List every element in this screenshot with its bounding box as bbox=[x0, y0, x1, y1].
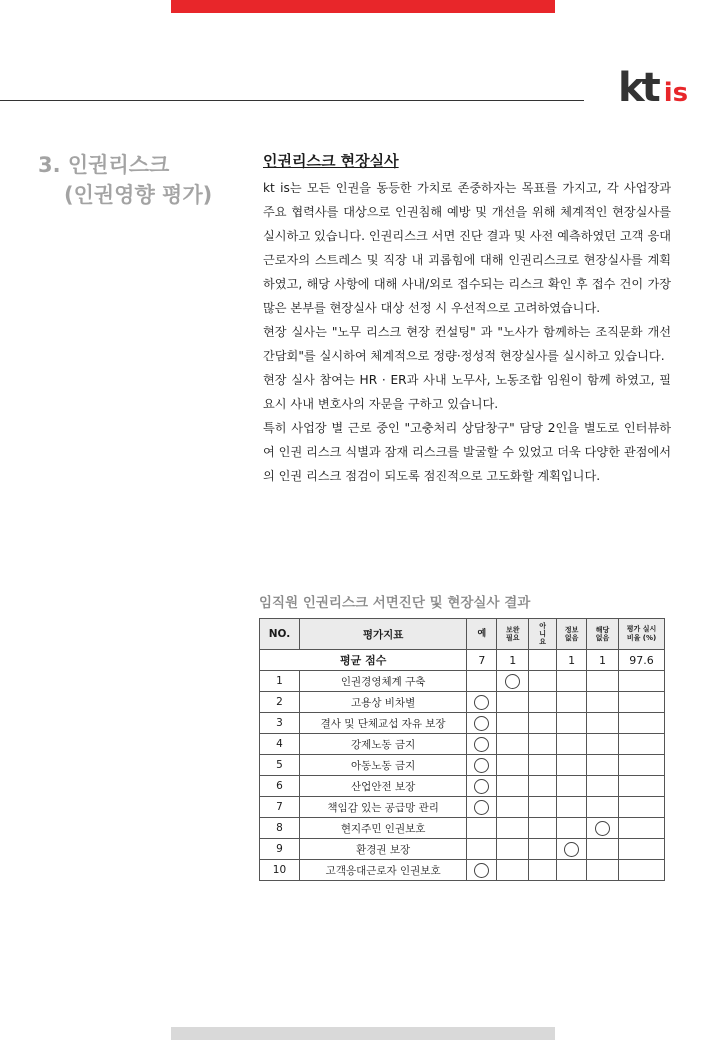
top-accent-bar bbox=[171, 0, 555, 13]
row-no: 4 bbox=[260, 734, 300, 755]
row-cell-no-ans bbox=[529, 776, 557, 797]
row-cell-rate bbox=[619, 755, 665, 776]
row-cell-yes bbox=[467, 755, 497, 776]
row-cell-yes bbox=[467, 692, 497, 713]
row-no: 5 bbox=[260, 755, 300, 776]
row-cell-supplement bbox=[497, 818, 529, 839]
bottom-bar bbox=[171, 1027, 555, 1040]
table-row bbox=[260, 797, 665, 818]
row-indicator: 강제노동 금지 bbox=[299, 734, 466, 755]
circle-mark-icon bbox=[474, 758, 489, 773]
row-indicator: 인권경영체계 구축 bbox=[299, 671, 466, 692]
body-text bbox=[263, 176, 671, 488]
row-indicator: 고용상 비차별 bbox=[299, 692, 466, 713]
row-cell-no-info bbox=[557, 692, 587, 713]
row-no: 9 bbox=[260, 839, 300, 860]
row-cell-no-info bbox=[557, 776, 587, 797]
section-title-line1: 3. 인권리스크 bbox=[38, 153, 170, 177]
average-rate: 97.6 bbox=[619, 650, 665, 671]
row-cell-no-info bbox=[557, 818, 587, 839]
row-cell-supplement bbox=[497, 860, 529, 881]
average-not-applicable: 1 bbox=[587, 650, 619, 671]
row-cell-supplement bbox=[497, 776, 529, 797]
row-no: 3 bbox=[260, 713, 300, 734]
table-row bbox=[260, 776, 665, 797]
row-cell-na bbox=[587, 755, 619, 776]
row-cell-no-ans bbox=[529, 818, 557, 839]
row-cell-supplement bbox=[497, 734, 529, 755]
average-yes: 7 bbox=[467, 650, 497, 671]
header-not-applicable: 해당 없음 bbox=[587, 619, 619, 650]
header-no-info: 정보 없음 bbox=[557, 619, 587, 650]
circle-mark-icon bbox=[505, 674, 520, 689]
row-cell-rate bbox=[619, 713, 665, 734]
row-cell-no-ans bbox=[529, 692, 557, 713]
row-cell-no-ans bbox=[529, 797, 557, 818]
row-cell-no-info bbox=[557, 797, 587, 818]
paragraph: kt is는 모든 인권을 동등한 가치로 존중하자는 목표를 가지고, 각 사업장과 주요 협력사를 대상으로 인권침해 예방 및 개선을 위해 체계적인 현장실사를 실시하고 있습니다. 인권리스크 서면 진단 결과 및 사전 예측하였던 고객 응대 근로자의 스트레스 및 직장 내 괴롭힘에 대해 인권리스크로 현장실사를 계획하였고, 해당 사항에 대해 사내/외로 접수되는 리스크 확인 후 접수 건이 가장 많은 본부를 현장실사 대상 선정 시 우선적으로 고려하였습니다. bbox=[263, 181, 671, 315]
row-cell-yes bbox=[467, 734, 497, 755]
row-indicator: 산업안전 보장 bbox=[299, 776, 466, 797]
row-cell-na bbox=[587, 839, 619, 860]
row-cell-supplement bbox=[497, 755, 529, 776]
circle-mark-icon bbox=[474, 716, 489, 731]
row-cell-yes bbox=[467, 839, 497, 860]
header-no: NO. bbox=[260, 619, 300, 650]
row-cell-no-info bbox=[557, 755, 587, 776]
header-indicator: 평가지표 bbox=[299, 619, 466, 650]
row-cell-rate bbox=[619, 734, 665, 755]
average-label: 평균 점수 bbox=[260, 650, 467, 671]
row-cell-no-info bbox=[557, 734, 587, 755]
average-row bbox=[260, 650, 665, 671]
row-no: 6 bbox=[260, 776, 300, 797]
row-indicator: 책임감 있는 공급망 관리 bbox=[299, 797, 466, 818]
row-cell-no-ans bbox=[529, 671, 557, 692]
row-cell-supplement bbox=[497, 839, 529, 860]
row-cell-yes bbox=[467, 797, 497, 818]
content-title: 인권리스크 현장실사 bbox=[263, 152, 399, 170]
header-divider bbox=[0, 100, 584, 101]
paragraph: 현장 실사 참여는 HR · ER과 사내 노무사, 노동조합 임원이 함께 하였고, 필요시 사내 변호사의 자문을 구하고 있습니다. bbox=[263, 373, 671, 411]
row-cell-na bbox=[587, 671, 619, 692]
paragraph: 특히 사업장 별 근로 중인 "고충처리 상담창구" 담당 2인을 별도로 인터뷰하여 인권 리스크 식별과 잠재 리스크를 발굴할 수 있었고 더욱 다양한 관점에서의 인권 리스크 점검이 되도록 점진적으로 고도화할 계획입니다. bbox=[263, 421, 671, 483]
average-no-info: 1 bbox=[557, 650, 587, 671]
table-row bbox=[260, 692, 665, 713]
row-indicator: 결사 및 단체교섭 자유 보장 bbox=[299, 713, 466, 734]
row-cell-no-info bbox=[557, 671, 587, 692]
row-indicator: 환경권 보장 bbox=[299, 839, 466, 860]
average-no-answer bbox=[529, 650, 557, 671]
circle-mark-icon bbox=[595, 821, 610, 836]
circle-mark-icon bbox=[474, 779, 489, 794]
table-row bbox=[260, 713, 665, 734]
row-cell-yes bbox=[467, 713, 497, 734]
table-row bbox=[260, 860, 665, 881]
table-row bbox=[260, 734, 665, 755]
paragraph: 현장 실사는 "노무 리스크 현장 컨설팅" 과 "노사가 함께하는 조직문화 개선 간담회"를 실시하여 체계적으로 정량·정성적 현장실사를 실시하고 있습니다. bbox=[263, 325, 671, 363]
circle-mark-icon bbox=[474, 800, 489, 815]
row-cell-supplement bbox=[497, 713, 529, 734]
row-cell-na bbox=[587, 797, 619, 818]
row-no: 10 bbox=[260, 860, 300, 881]
header-no-answer: 아 니 요 bbox=[529, 619, 557, 650]
table-row bbox=[260, 755, 665, 776]
row-cell-yes bbox=[467, 671, 497, 692]
row-cell-yes bbox=[467, 776, 497, 797]
section-title-line2: (인권영향 평가) bbox=[64, 183, 213, 207]
row-cell-rate bbox=[619, 776, 665, 797]
header-supplement: 보완 필요 bbox=[497, 619, 529, 650]
row-cell-no-info bbox=[557, 860, 587, 881]
row-cell-rate bbox=[619, 797, 665, 818]
row-cell-na bbox=[587, 713, 619, 734]
kt-is-logo bbox=[618, 66, 688, 110]
row-cell-yes bbox=[467, 818, 497, 839]
circle-mark-icon bbox=[474, 695, 489, 710]
table-row bbox=[260, 818, 665, 839]
row-indicator: 아동노동 금지 bbox=[299, 755, 466, 776]
average-supplement: 1 bbox=[497, 650, 529, 671]
table-header-row bbox=[260, 619, 665, 650]
logo-kt-text: kt bbox=[618, 65, 658, 111]
row-cell-supplement bbox=[497, 671, 529, 692]
row-cell-no-ans bbox=[529, 860, 557, 881]
logo-is-text: is bbox=[663, 78, 689, 108]
table-row bbox=[260, 671, 665, 692]
row-cell-na bbox=[587, 692, 619, 713]
results-table bbox=[259, 618, 665, 881]
row-cell-no-ans bbox=[529, 755, 557, 776]
circle-mark-icon bbox=[564, 842, 579, 857]
circle-mark-icon bbox=[474, 737, 489, 752]
circle-mark-icon bbox=[474, 863, 489, 878]
row-cell-no-ans bbox=[529, 734, 557, 755]
section-title bbox=[38, 150, 212, 210]
row-cell-no-info bbox=[557, 713, 587, 734]
row-cell-na bbox=[587, 860, 619, 881]
row-indicator: 현지주민 인권보호 bbox=[299, 818, 466, 839]
row-cell-na bbox=[587, 734, 619, 755]
row-cell-rate bbox=[619, 818, 665, 839]
row-cell-rate bbox=[619, 671, 665, 692]
row-cell-na bbox=[587, 818, 619, 839]
row-cell-rate bbox=[619, 860, 665, 881]
row-indicator: 고객응대근로자 인권보호 bbox=[299, 860, 466, 881]
row-cell-no-info bbox=[557, 839, 587, 860]
row-cell-supplement bbox=[497, 797, 529, 818]
row-cell-no-ans bbox=[529, 713, 557, 734]
row-cell-no-ans bbox=[529, 839, 557, 860]
header-yes: 예 bbox=[467, 619, 497, 650]
row-no: 1 bbox=[260, 671, 300, 692]
table-row bbox=[260, 839, 665, 860]
row-no: 2 bbox=[260, 692, 300, 713]
row-no: 8 bbox=[260, 818, 300, 839]
row-no: 7 bbox=[260, 797, 300, 818]
row-cell-yes bbox=[467, 860, 497, 881]
table-title: 임직원 인권리스크 서면진단 및 현장실사 결과 bbox=[259, 595, 531, 611]
row-cell-supplement bbox=[497, 692, 529, 713]
row-cell-na bbox=[587, 776, 619, 797]
header-rate: 평가 실시 비율 (%) bbox=[619, 619, 665, 650]
row-cell-rate bbox=[619, 692, 665, 713]
row-cell-rate bbox=[619, 839, 665, 860]
